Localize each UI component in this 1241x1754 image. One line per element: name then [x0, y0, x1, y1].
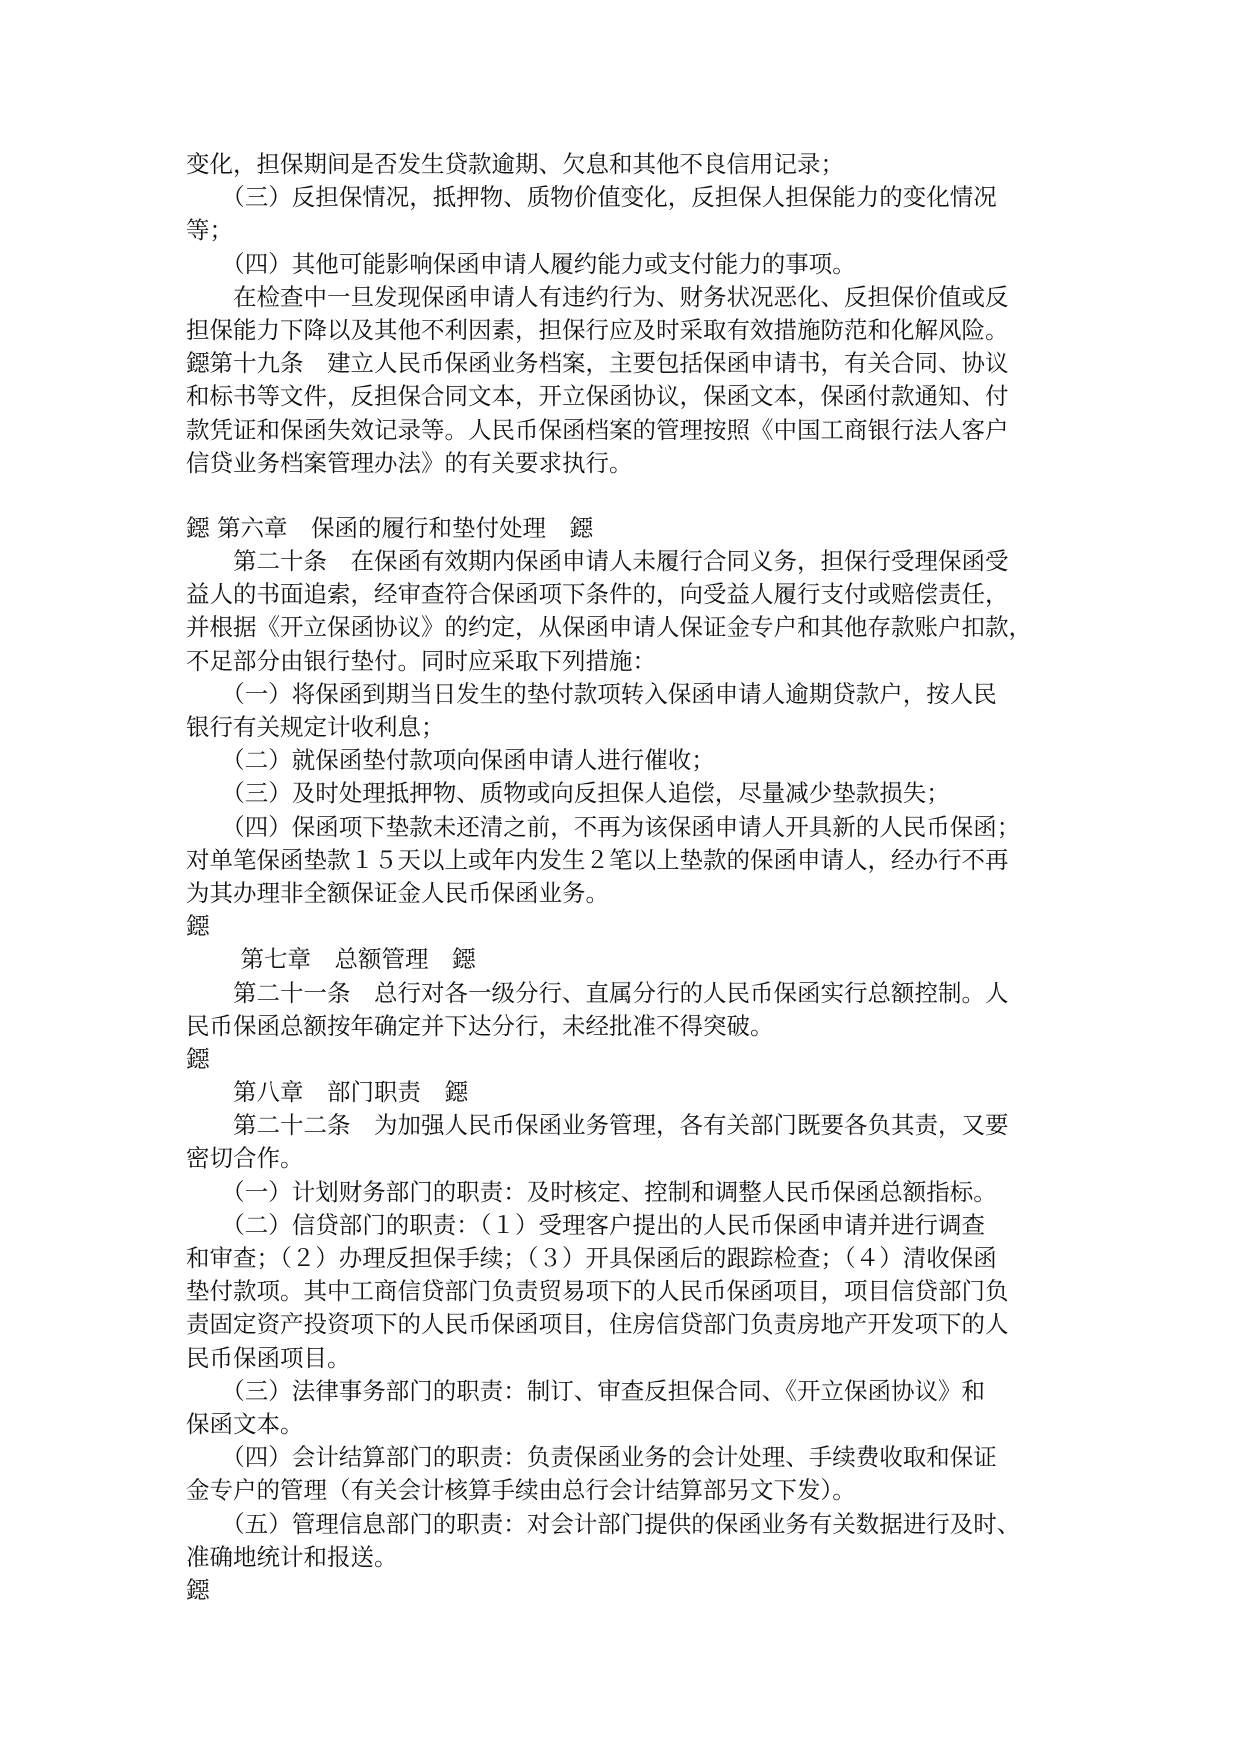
text-line: 第二十条 在保函有效期内保函申请人未履行合同义务，担保行受理保函受 — [186, 547, 1009, 576]
text-line: 第二十一条 总行对各一级分行、直属分行的人民币保函实行总额控制。人 — [186, 978, 1009, 1007]
text-line: （一）计划财务部门的职责：及时核定、控制和调整人民币保函总额指标。 — [186, 1177, 997, 1206]
text-line: 不足部分由银行垫付。同时应采取下列措施： — [186, 646, 656, 675]
text-line: （四）其他可能影响保函申请人履约能力或支付能力的事项。 — [186, 249, 856, 278]
text-line: 垫付款项。其中工商信贷部门负责贸易项下的人民币保函项目，项目信贷部门负 — [186, 1277, 1009, 1306]
text-line: 对单笔保函垫款１５天以上或年内发生２笔以上垫款的保函申请人，经办行不再 — [186, 845, 1009, 874]
text-line: 款凭证和保函失效记录等。人民币保函档案的管理按照《中国工商银行法人客户 — [186, 415, 1009, 444]
text-line: 鐚 — [186, 1044, 210, 1073]
text-line: 保函文本。 — [186, 1409, 304, 1438]
text-line: 第二十二条 为加强人民币保函业务管理，各有关部门既要各负其责，又要 — [186, 1111, 1009, 1140]
chapter-heading: 第八章 部门职责 鐚 — [186, 1078, 468, 1107]
text-line: 信贷业务档案管理办法》的有关要求执行。 — [186, 448, 633, 477]
text-line: （三）法律事务部门的职责：制订、审查反担保合同、《开立保函协议》和 — [186, 1376, 985, 1405]
document-body — [186, 148, 1056, 1607]
text-line: 密切合作。 — [186, 1144, 304, 1173]
text-line: （二）信贷部门的职责：（１）受理客户提出的人民币保函申请并进行调查 — [186, 1210, 985, 1239]
text-line: 鐚 — [186, 1575, 210, 1604]
text-line: 并根据《开立保函协议》的约定，从保函申请人保证金专户和其他存款账户扣款， — [186, 613, 1032, 642]
text-line: 银行有关规定计收利息； — [186, 713, 445, 741]
text-line: 和审查；（２）办理反担保手续；（３）开具保函后的跟踪检查；（４）清收保函 — [186, 1244, 997, 1272]
text-line: 准确地统计和报送。 — [186, 1542, 398, 1571]
text-line: 鐚 — [186, 912, 210, 941]
text-line: （五）管理信息部门的职责：对会计部门提供的保函业务有关数据进行及时、 — [186, 1509, 1021, 1538]
text-line: 鐚第十九条 建立人民币保函业务档案，主要包括保函申请书，有关合同、协议 — [186, 349, 1009, 378]
text-line: 担保能力下降以及其他不利因素，担保行应及时采取有效措施防范和化解风险。 — [186, 315, 1009, 344]
text-line: 民币保函总额按年确定并下达分行，未经批准不得突破。 — [186, 1011, 774, 1040]
text-line: （四）会计结算部门的职责：负责保函业务的会计处理、手续费收取和保证 — [186, 1443, 997, 1472]
text-line: 责固定资产投资项下的人民币保函项目，住房信贷部门负责房地产开发项下的人 — [186, 1310, 1009, 1339]
text-line: 变化，担保期间是否发生贷款逾期、欠息和其他不良信用记录； — [186, 150, 844, 178]
text-line: 为其办理非全额保证金人民币保函业务。 — [186, 878, 609, 907]
text-line: 等； — [186, 216, 233, 245]
text-line: 金专户的管理（有关会计核算手续由总行会计结算部另文下发）。 — [186, 1476, 856, 1505]
text-line: （二）就保函垫付款项向保函申请人进行催收； — [186, 746, 715, 775]
chapter-heading: 第七章 总额管理 鐚 — [186, 945, 476, 974]
text-line: （四）保函项下垫款未还清之前，不再为该保函申请人开具新的人民币保函； — [186, 812, 1021, 841]
text-line: （一）将保函到期当日发生的垫付款项转入保函申请人逾期贷款户，按人民 — [186, 679, 997, 708]
text-line: 民币保函项目。 — [186, 1343, 351, 1372]
text-line: （三）及时处理抵押物、质物或向反担保人追偿，尽量减少垫款损失； — [186, 779, 950, 808]
text-line: 和标书等文件，反担保合同文本，开立保函协议，保函文本，保函付款通知、付 — [186, 382, 1009, 411]
text-line: 在检查中一旦发现保函申请人有违约行为、财务状况恶化、反担保价值或反 — [186, 282, 1009, 311]
blank-line — [186, 480, 1056, 512]
text-line: 益人的书面追索，经审查符合保函项下条件的，向受益人履行支付或赔偿责任， — [186, 580, 1009, 609]
chapter-heading: 鐚 第六章 保函的履行和垫付处理 鐚 — [186, 513, 593, 542]
text-line: （三）反担保情况，抵押物、质物价值变化，反担保人担保能力的变化情况 — [186, 183, 997, 212]
